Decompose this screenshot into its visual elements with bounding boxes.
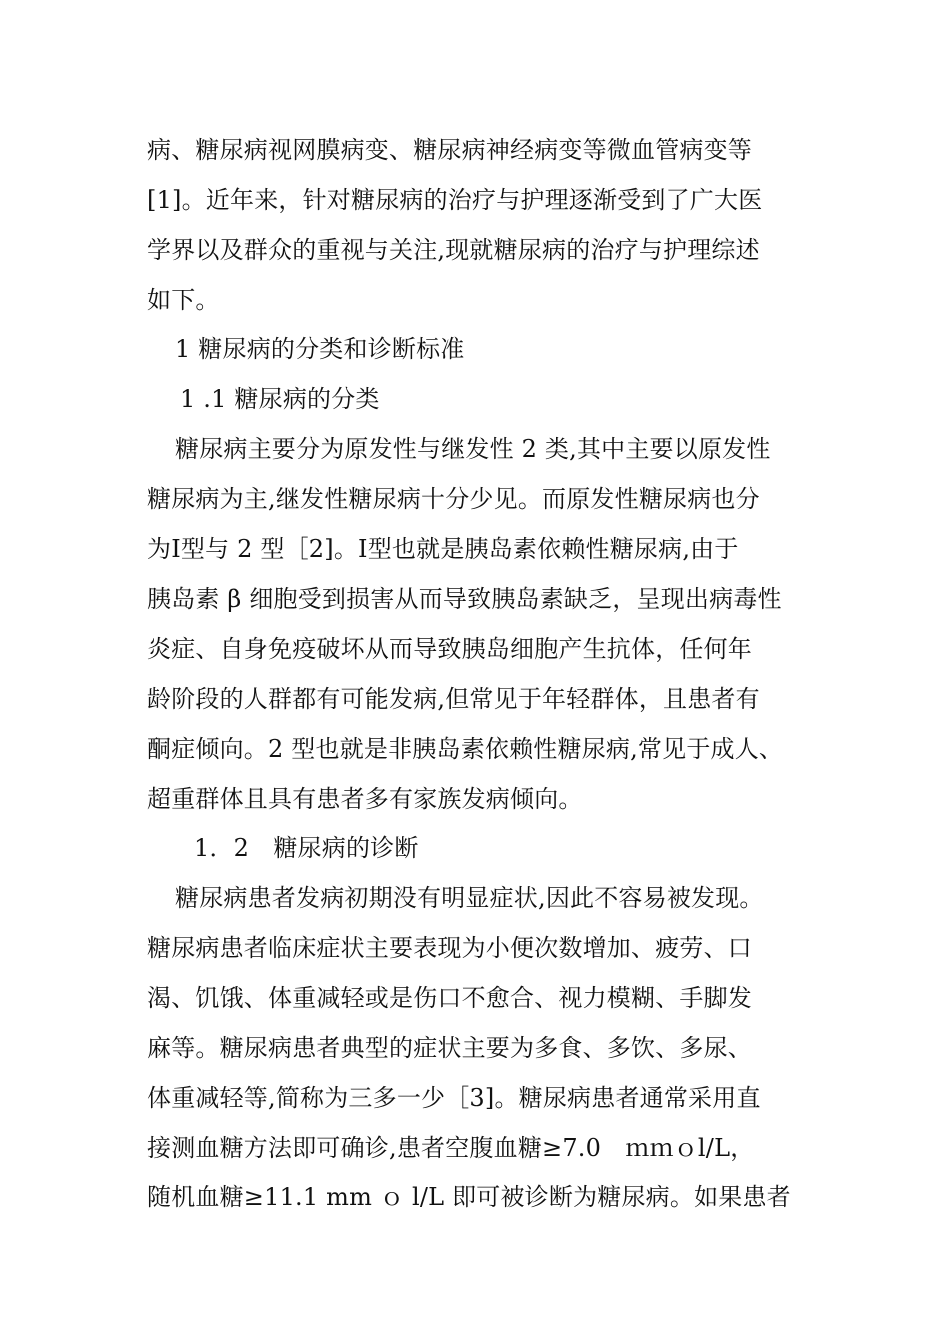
paragraph-line: 酮症倾向。2 型也就是非胰岛素依赖性糖尿病,常见于成人、: [147, 735, 784, 763]
paragraph-line: 炎症、自身免疫破坏从而导致胰岛细胞产生抗体，任何年: [147, 635, 752, 663]
paragraph-line: 糖尿病患者临床症状主要表现为小便次数增加、疲劳、口: [147, 934, 752, 962]
paragraph-line: 随机血糖≥11.1 mm ｏ l/L 即可被诊断为糖尿病。如果患者: [147, 1183, 791, 1211]
paragraph-line: 超重群体且具有患者多有家族发病倾向。: [147, 785, 583, 813]
section-heading: 1 糖尿病的分类和诊断标准: [175, 335, 465, 363]
paragraph-line: 接测血糖方法即可确诊,患者空腹血糖≥7.0 ｍｍｏl/L，: [147, 1134, 755, 1162]
paragraph-line: 体重减轻等,简称为三多一少［3]。糖尿病患者通常采用直: [147, 1084, 761, 1112]
paragraph-line: 胰岛素 β 细胞受到损害从而导致胰岛素缺乏，呈现出病毒性: [147, 585, 782, 613]
paragraph-line: 糖尿病患者发病初期没有明显症状,因此不容易被发现。: [175, 884, 764, 912]
subsection-heading: 1 .1 糖尿病的分类: [180, 385, 380, 413]
paragraph-line: [1]。近年来，针对糖尿病的治疗与护理逐渐受到了广大医: [147, 186, 763, 214]
paragraph-line: 渴、饥饿、体重减轻或是伤口不愈合、视力模糊、手脚发: [147, 984, 752, 1012]
paragraph-line: 糖尿病为主,继发性糖尿病十分少见。而原发性糖尿病也分: [147, 485, 760, 513]
paragraph-line: 学界以及群众的重视与关注,现就糖尿病的治疗与护理综述: [147, 236, 760, 264]
paragraph-line: 为Ⅰ型与 2 型［2]。Ⅰ型也就是胰岛素依赖性糖尿病,由于: [147, 535, 739, 563]
paragraph-line: 麻等。糖尿病患者典型的症状主要为多食、多饮、多尿、: [147, 1034, 752, 1062]
paragraph-line: 龄阶段的人群都有可能发病,但常见于年轻群体，且患者有: [147, 685, 760, 713]
paragraph-line: 病、糖尿病视网膜病变、糖尿病神经病变等微血管病变等: [147, 136, 752, 164]
paragraph-line: 如下。: [147, 286, 220, 314]
paragraph-line: 糖尿病主要分为原发性与继发性 2 类,其中主要以原发性: [175, 435, 771, 463]
subsection-heading: 1．2 糖尿病的诊断: [194, 834, 419, 862]
